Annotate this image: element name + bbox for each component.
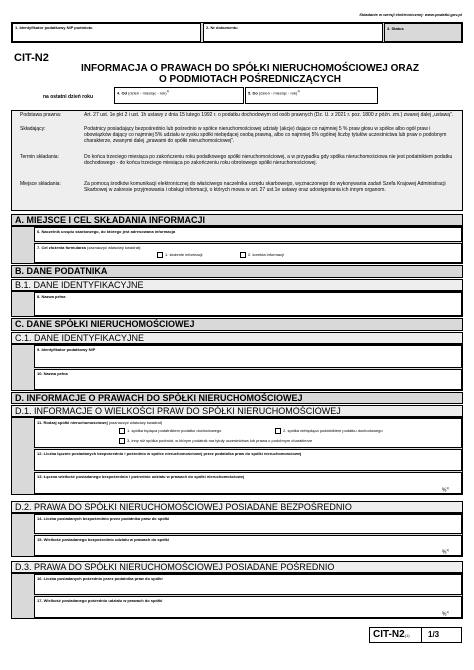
section-d1-header: D.1. INFORMACJE O WIELKOŚCI PRAW DO SPÓŁKI NIERUCHOMOŚCIOWEJ: [11, 405, 463, 417]
status-label: 3. Status: [387, 26, 404, 31]
period-from-hint: (dzień - miesiąc - rok): [128, 90, 167, 96]
company-name-field[interactable]: [34, 369, 462, 390]
top-note: Składanie w wersji elektronicznej: www.podatki.gov.pl: [359, 12, 462, 17]
total-share-field[interactable]: [34, 472, 462, 494]
form-code: CIT-N2: [14, 52, 49, 64]
total-rights-count-field[interactable]: [34, 449, 462, 471]
footer-form-code: [373, 629, 410, 642]
company-type-option-2-label: 2. spółka niebędąca podatnikiem podatku dochodowego: [283, 428, 383, 434]
tax-office-label: 6. Naczelnik urzędu skarbowego, do którego jest adresowana informacja: [37, 229, 176, 234]
indirect-share-field[interactable]: [34, 596, 462, 618]
checkbox-non-cit-payer[interactable]: [275, 428, 281, 434]
purpose-label: 7. Cel złożenia formularza: [37, 245, 86, 250]
indirect-share-sup: 1): [446, 610, 450, 614]
section-c-header: C. DANE SPÓŁKI NIERUCHOMOŚCIOWEJ: [11, 318, 463, 331]
purpose-option-1[interactable]: [157, 252, 202, 258]
deadline-text: Do końca trzeciego miesiąca po zakończeniu roku podatkowego spółki nieruchomościowej, a w przypadku gdy spółka nieruchomościowa nie jest podatnikiem podatku dochodowego - do końca trzeciego miesiąca po zakończeniu roku obrotowego spółki nieruchomościowej.: [84, 154, 453, 166]
form-title-line2: O PODMIOTACH POŚREDNICZĄCYCH: [158, 74, 342, 85]
footer-code: CIT-N2: [373, 629, 405, 640]
company-type-label: 11. Rodzaj spółki nieruchomościowej: [37, 420, 108, 425]
company-type-hint: (zaznaczyć właściwy kwadrat): [108, 420, 163, 425]
indirect-rights-count-label: 16. Liczba posiadanych pośrednio przez podatnika praw do spółki: [37, 576, 163, 581]
period-to-hint: (dzień - miesiąc - rok): [258, 90, 298, 96]
doc-number-field[interactable]: [203, 23, 383, 42]
total-share-unit: [442, 485, 449, 494]
period-to-label: 5. Do: [248, 90, 258, 96]
checkbox-correction[interactable]: [240, 252, 246, 258]
direct-share-unit: [442, 547, 449, 556]
nip-label: 1. Identyfikator podatkowy NIP podmiotu: [15, 25, 93, 30]
section-b1-header: B.1. DANE IDENTYFIKACYJNE: [11, 279, 463, 291]
doc-number-label: 2. Nr dokumentu: [206, 25, 238, 30]
taxpayer-name-label: 8. Nazwa pełna: [37, 294, 66, 299]
direct-share-sup: 1): [446, 548, 450, 552]
place-text: Za pomocą środków komunikacji elektronicznej do właściwego naczelnika urzędu skarbowego, wyznaczonego do wykonywania zadań Szefa Krajowej Administracji Skarbowej w zakresie przyjmowania i obsługi informacji, o których mowa w art. 27 ust.1e ustawy oraz udostępniania ich innym organom.: [84, 181, 446, 193]
purpose-hint: (zaznaczyć właściwy kwadrat):: [87, 245, 142, 250]
indirect-share-unit: [442, 609, 449, 618]
nip-field[interactable]: [12, 23, 201, 42]
checkbox-other-entity[interactable]: [119, 438, 125, 444]
direct-rights-count-label: 14. Liczba posiadanych bezpośrednio przez podatnika praw do spółki: [37, 516, 170, 521]
status-field: [384, 23, 462, 42]
direct-rights-count-field[interactable]: [34, 514, 462, 534]
total-share-pct: %: [442, 487, 447, 494]
total-share-sup: 1): [446, 486, 450, 490]
purpose-option-2[interactable]: [240, 252, 284, 258]
indirect-rights-count-field[interactable]: [34, 574, 462, 595]
checkbox-cit-payer[interactable]: [119, 428, 125, 434]
period-from-sup: 1): [166, 89, 170, 93]
period-from-label: 4. Od: [117, 90, 128, 96]
submitter-text: Podatnicy posiadający bezpośrednio lub pośrednio w spółce nieruchomościowej udziały (akcje) dające co najmniej 5 % praw głosu w spółce albo ogół praw i obowiązków dający co najmniej 5% udziału w zysku spółki niebędącej osobą prawną, albo co najmniej 5% ogólnej liczby tytułów uczestnictwa lub praw o podobnym charakterze, zwanymi dalej „prawami do spółki nieruchomościowej”.: [84, 126, 447, 144]
company-type-option-1[interactable]: [119, 428, 221, 434]
period-to-field[interactable]: [245, 87, 378, 104]
section-b-header: B. DANE PODATNIKA: [11, 265, 463, 278]
total-share-label: 13. Łączna wielkość posiadanego bezpośrednio i pośrednio udziału w prawach do spółki nieruchomościowej: [37, 474, 245, 479]
section-c1-header: C.1. DANE IDENTYFIKACYJNE: [11, 332, 463, 344]
period-from-field[interactable]: [114, 87, 244, 104]
company-name-label: 10. Nazwa pełna: [37, 371, 68, 376]
period-to-sup: 1): [297, 89, 301, 93]
company-type-option-2[interactable]: [275, 428, 383, 434]
company-nip-label: 9. Identyfikator podatkowy NIP: [37, 347, 96, 352]
section-d3-header: D.3. PRAWA DO SPÓŁKI NIERUCHOMOŚCIOWEJ POSIADANE POŚREDNIO: [11, 561, 463, 573]
total-rights-count-label: 12. Liczba łącznie posiadanych bezpośrednio i pośrednio w spółce nieruchomościowej przez podatnika praw do spółki nieruchomościowej: [37, 451, 302, 456]
footer-divider: [421, 627, 422, 643]
section-d2-header: D.2. PRAWA DO SPÓŁKI NIERUCHOMOŚCIOWEJ POSIADANE BEZPOŚREDNIO: [11, 501, 463, 513]
indirect-share-pct: %: [442, 611, 447, 618]
deadline-label: Termin składania:: [20, 154, 59, 160]
period-label: na ostatni dzień roku: [43, 94, 94, 100]
taxpayer-name-field[interactable]: [34, 292, 462, 316]
footer-version: (1): [404, 633, 410, 638]
direct-share-field[interactable]: [34, 535, 462, 556]
company-type-option-1-label: 1. spółka będąca podatnikiem podatku dochodowego: [127, 428, 222, 434]
purpose-option-1-label: 1. złożenie informacji: [165, 252, 203, 258]
indirect-share-label: 17. Wielkość posiadanego pośrednio udziału w prawach do spółki: [37, 598, 163, 603]
purpose-option-2-label: 2. korekta informacji: [248, 252, 284, 258]
company-nip-field[interactable]: [34, 345, 462, 368]
place-label: Miejsce składania:: [20, 181, 61, 187]
footer-page: 1/3: [428, 630, 440, 639]
checkbox-submission[interactable]: [157, 252, 163, 258]
tax-office-field[interactable]: [34, 227, 462, 242]
form-title-line1: INFORMACJA O PRAWACH DO SPÓŁKI NIERUCHOMOŚCIOWEJ ORAZ: [81, 63, 419, 74]
legal-basis-label: Podstawa prawna:: [20, 112, 62, 118]
submitter-label: Składający:: [20, 126, 46, 132]
company-type-option-3[interactable]: [119, 438, 312, 444]
section-a-header: A. MIEJSCE I CEL SKŁADANIA INFORMACJI: [11, 214, 463, 226]
section-d-header: D. INFORMACJE O PRAWACH DO SPÓŁKI NIERUCHOMOŚCIOWEJ: [11, 392, 463, 404]
direct-share-pct: %: [442, 549, 447, 556]
direct-share-label: 15. Wielkość posiadanego bezpośrednio udziału w prawach do spółki: [37, 537, 169, 542]
company-type-option-3-label: 3. inny niż spółka podmiot, w którym podatnik ma tytuły uczestnictwa lub prawa o podobnym charakterze: [127, 438, 313, 444]
legal-basis-text: Art. 27 ust. 1e pkt 2 i ust. 1h ustawy z dnia 15 lutego 1992 r. o podatku dochodowym od osób prawnych (Dz. U. z 2021 r. poz. 1800 z późn. zm.) zwanej dalej „ustawą”.: [84, 112, 454, 118]
